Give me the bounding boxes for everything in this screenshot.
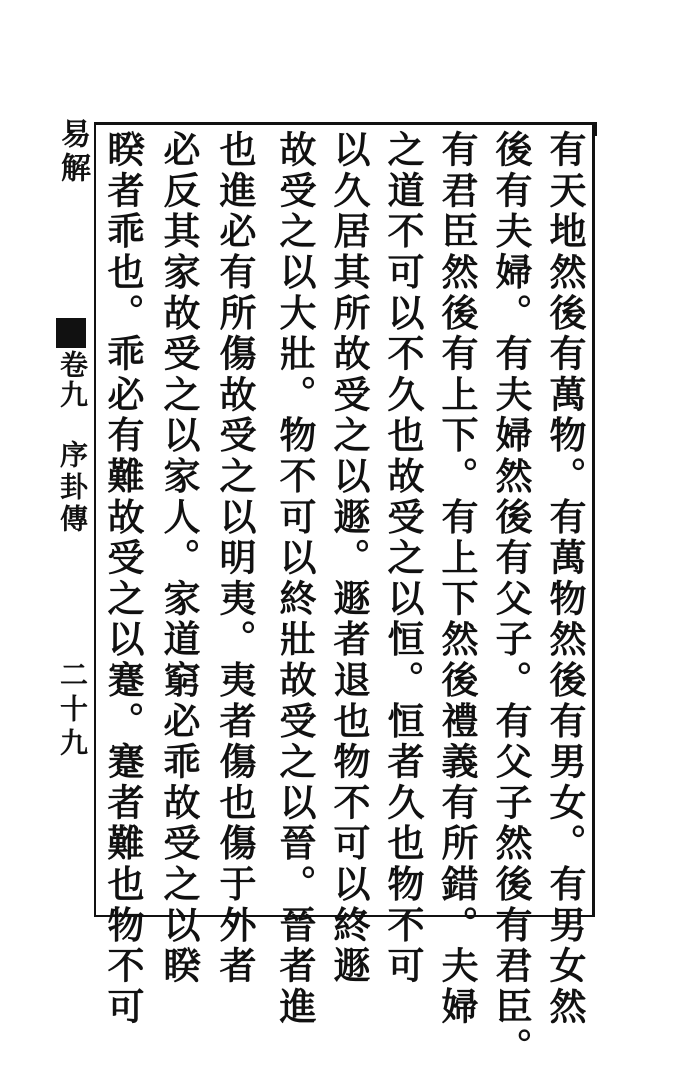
margin-book-title: 易解 bbox=[55, 118, 90, 186]
text-column-4: 之道不可以不久也故受之以恒。恒者久也物不可 bbox=[381, 130, 425, 987]
margin-chapter-label: 卷九 bbox=[56, 350, 89, 410]
margin-fish-tail-mark bbox=[56, 318, 86, 348]
text-column-6: 故受之以大壯。物不可以終壯故受之以晉。晉者進 bbox=[273, 130, 317, 1028]
text-column-2: 後有夫婦。有夫婦然後有父子。有父子然後有君臣。 bbox=[489, 130, 533, 1068]
text-column-3: 有君臣然後有上下。有上下然後禮義有所錯。夫婦 bbox=[435, 130, 479, 1028]
margin-page-number: 二十九 bbox=[56, 660, 89, 762]
text-column-1: 有天地然後有萬物。有萬物然後有男女。有男女然 bbox=[543, 130, 587, 1028]
text-column-9: 睽者乖也。乖必有難故受之以蹇。蹇者難也物不可 bbox=[101, 130, 145, 1028]
text-column-5: 以久居其所故受之以遯。遯者退也物不可以終遯 bbox=[327, 130, 371, 987]
frame-corner-mark bbox=[594, 122, 603, 136]
text-column-7: 也進必有所傷故受之以明夷。夷者傷也傷于外者 bbox=[213, 130, 257, 987]
margin-section-label: 序卦傳 bbox=[56, 440, 89, 536]
text-column-8: 必反其家故受之以家人。家道窮必乖故受之以睽 bbox=[157, 130, 201, 987]
